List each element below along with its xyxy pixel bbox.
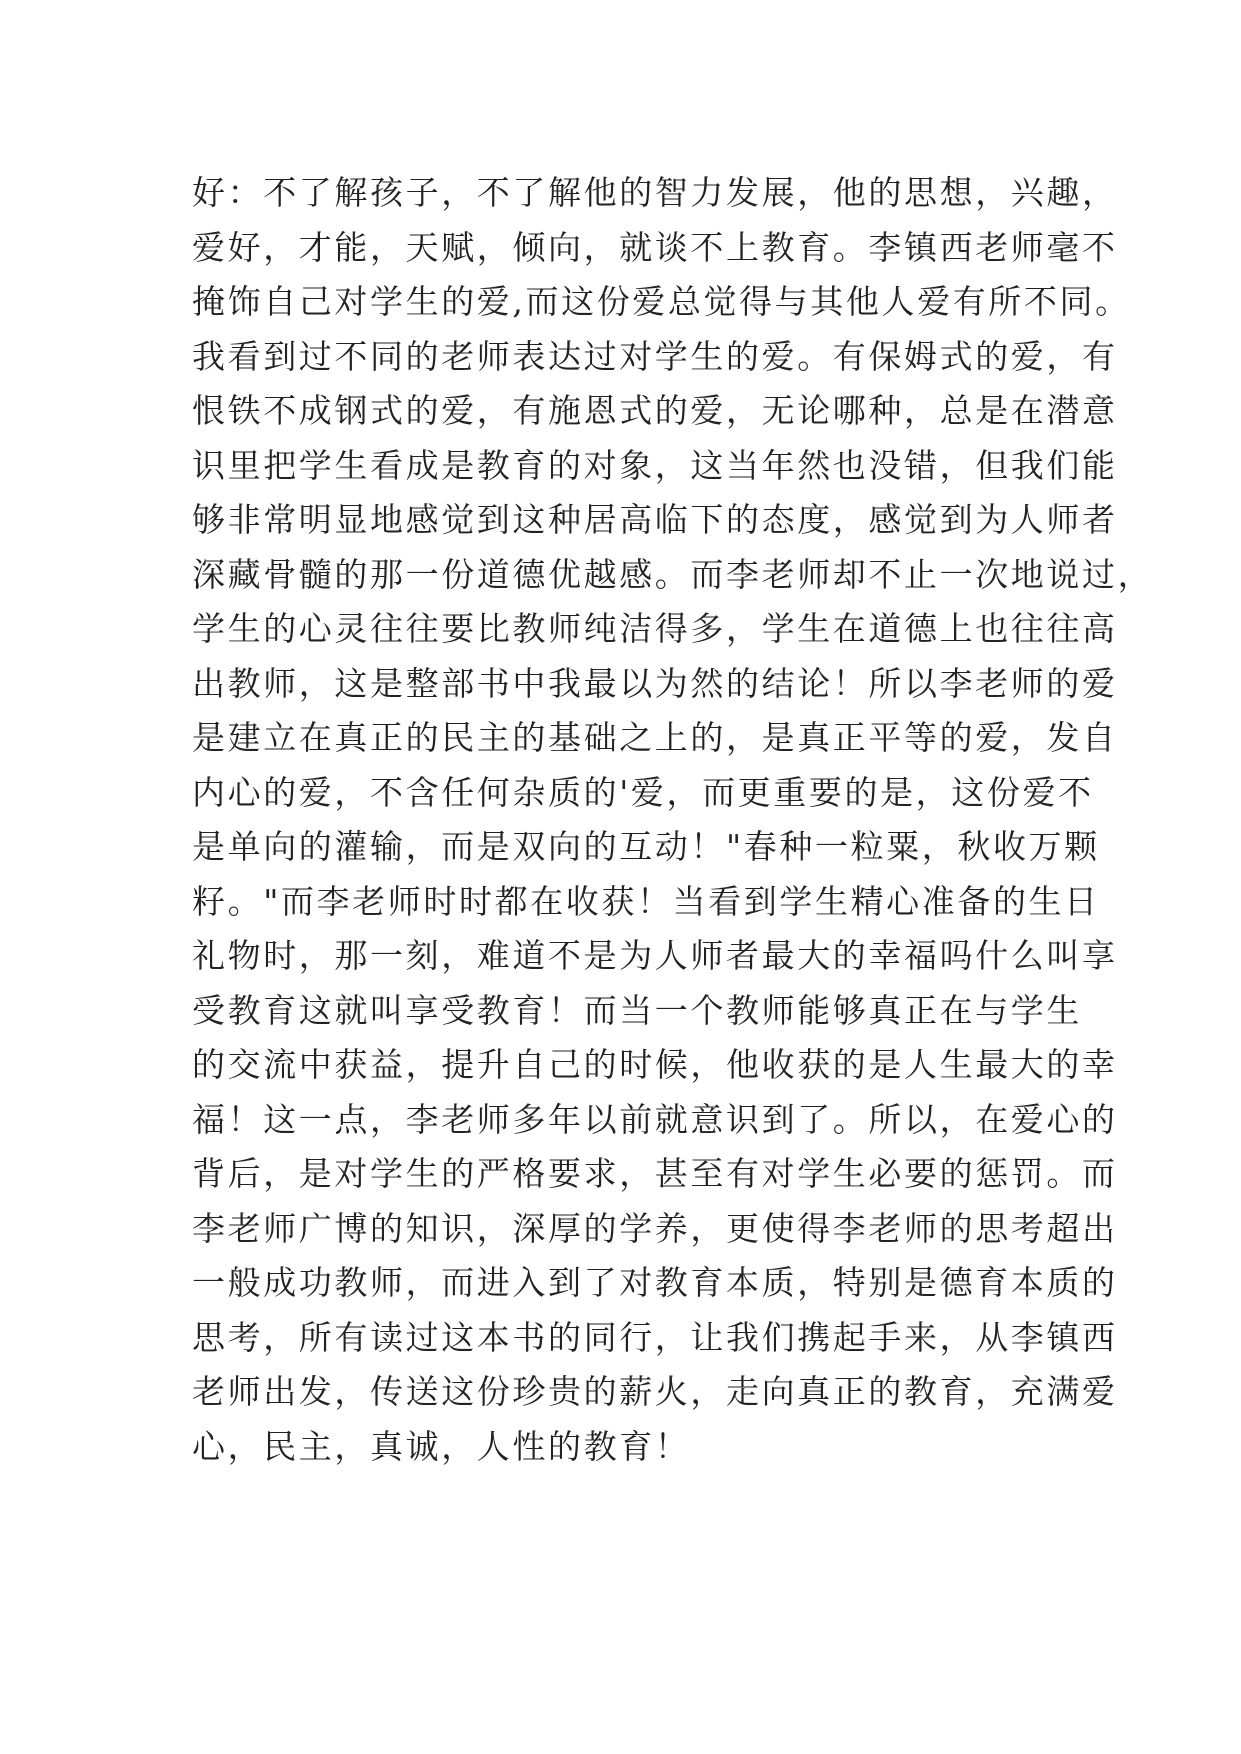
text-line: 一般成功教师，而进入到了对教育本质，特别是德育本质的 — [192, 1263, 1118, 1302]
text-line: 内心的爱，不含任何杂质的'爱，而更重要的是，这份爱不 — [192, 772, 1094, 812]
text-line: 出教师，这是整部书中我最以为然的结论！所以李老师的爱 — [192, 663, 1118, 703]
text-line: 受教育这就叫享受教育！而当一个教师能够真正在与学生 — [192, 990, 1082, 1030]
text-line: 籽。"而李老师时时都在收获！当看到学生精心准备的生日 — [192, 881, 1100, 921]
text-line: 是单向的灌输，而是双向的互动！"春种一粒粟，秋收万颗 — [192, 827, 1100, 866]
text-line: 的交流中获益，提升自己的时候，他收获的是人生最大的幸 — [192, 1045, 1118, 1084]
text-line: 心，民主，真诚，人性的教育！ — [192, 1426, 691, 1466]
text-line: 老师出发，传送这份珍贵的薪火，走向真正的教育，充满爱 — [192, 1372, 1118, 1411]
text-line: 思考，所有读过这本书的同行，让我们携起手来，从李镇西 — [192, 1317, 1118, 1357]
text-line: 福！这一点，李老师多年以前就意识到了。所以，在爱心的 — [192, 1099, 1118, 1139]
text-line: 背后，是对学生的严格要求，甚至有对学生必要的惩罚。而 — [192, 1154, 1118, 1193]
text-line: 爱好，才能，天赋，倾向，就谈不上教育。李镇西老师毫不 — [192, 227, 1118, 267]
text-line: 李老师广博的知识，深厚的学养，更使得李老师的思考超出 — [192, 1208, 1118, 1248]
text-line: 识里把学生看成是教育的对象，这当年然也没错，但我们能 — [192, 445, 1118, 485]
text-line: 好：不了解孩子，不了解他的智力发展，他的思想，兴趣， — [192, 173, 1118, 212]
text-line: 深藏骨髓的那一份道德优越感。而李老师却不止一次地说过， — [192, 554, 1154, 594]
text-line: 掩饰自己对学生的爱,而这份爱总觉得与其他人爱有所不同。 — [192, 282, 1131, 321]
body-text — [192, 166, 1154, 1474]
text-line: 是建立在真正的民主的基础之上的，是真正平等的爱，发自 — [192, 718, 1118, 757]
text-line: 礼物时，那一刻，难道不是为人师者最大的幸福吗什么叫享 — [192, 936, 1118, 975]
text-line: 学生的心灵往往要比教师纯洁得多，学生在道德上也往往高 — [192, 609, 1118, 648]
text-line: 够非常明显地感觉到这种居高临下的态度，感觉到为人师者 — [192, 500, 1118, 539]
text-line: 我看到过不同的老师表达过对学生的爱。有保姆式的爱，有 — [192, 336, 1118, 376]
text-line: 恨铁不成钢式的爱，有施恩式的爱，无论哪种，总是在潜意 — [192, 391, 1118, 430]
